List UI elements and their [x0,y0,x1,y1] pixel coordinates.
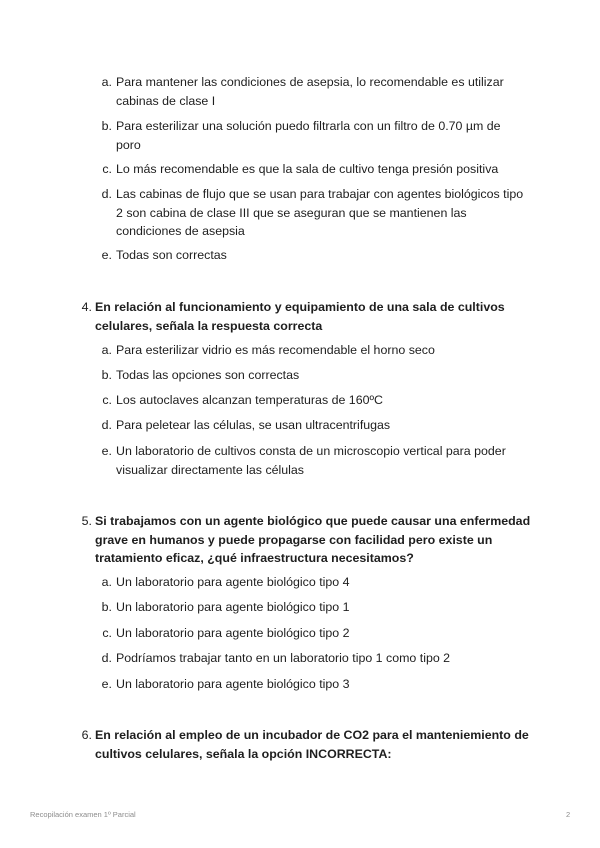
option-letter: c. [102,393,112,407]
footer-title: Recopilación examen 1º Parcial [30,810,136,819]
option-letter: e. [101,248,112,262]
question-number: 6. [81,728,92,742]
option-text: Para mantener las condiciones de asepsia, lo recomendable es utilizar cabinas de clase I [116,75,504,108]
option-letter: d. [101,651,112,665]
option-text: Para peletear las células, se usan ultracentrifugas [116,418,391,432]
option-text: Las cabinas de flujo que se usan para trabajar con agentes biológicos tipo 2 son cabina de clase III que se aseguran que se mantienen las condiciones de asepsia [116,187,524,238]
option-letter: a. [101,575,112,589]
option-text: Un laboratorio para agente biológico tipo 1 [116,600,350,614]
option-letter: a. [101,75,112,89]
option-text: Todas son correctas [116,248,227,262]
option-letter: e. [101,444,112,458]
option-letter: e. [101,677,112,691]
question-text: En relación al empleo de un incubador de CO2 para el manteniemiento de cultivos celulares, señala la opción INCORRECTA: [95,728,529,761]
option-letter: b. [101,368,112,382]
option-text: Para esterilizar vidrio es más recomendable el horno seco [116,343,435,357]
page-number: 2 [566,810,571,819]
option-text: Un laboratorio de cultivos consta de un microscopio vertical para poder visualizar directamente las células [116,444,506,477]
option-text: Un laboratorio para agente biológico tipo 3 [116,677,350,691]
option-letter: d. [101,187,112,201]
option-letter: b. [101,119,112,133]
option-letter: c. [102,162,112,176]
question-number: 4. [81,300,92,314]
question-text: Si trabajamos con un agente biológico que puede causar una enfermedad grave en humanos y puede propagarse con facilidad pero existe un tratamiento eficaz, ¿qué infraestructura necesitamos? [95,514,531,565]
question-text: En relación al funcionamiento y equipamiento de una sala de cultivos celulares, señala la respuesta correcta [95,300,505,333]
option-text: Todas las opciones son correctas [116,368,300,382]
option-text: Lo más recomendable es que la sala de cultivo tenga presión positiva [116,162,499,176]
option-text: Para esterilizar una solución puedo filtrarla con un filtro de 0.70 µm de poro [116,119,501,152]
option-text: Los autoclaves alcanzan temperaturas de 160ºC [116,393,383,407]
option-letter: d. [101,418,112,432]
option-letter: c. [102,626,112,640]
option-letter: a. [101,343,112,357]
option-text: Podríamos trabajar tanto en un laboratorio tipo 1 como tipo 2 [116,651,451,665]
question-number: 5. [81,514,92,528]
option-text: Un laboratorio para agente biológico tipo 2 [116,626,350,640]
option-text: Un laboratorio para agente biológico tipo 4 [116,575,350,589]
option-letter: b. [101,600,112,614]
